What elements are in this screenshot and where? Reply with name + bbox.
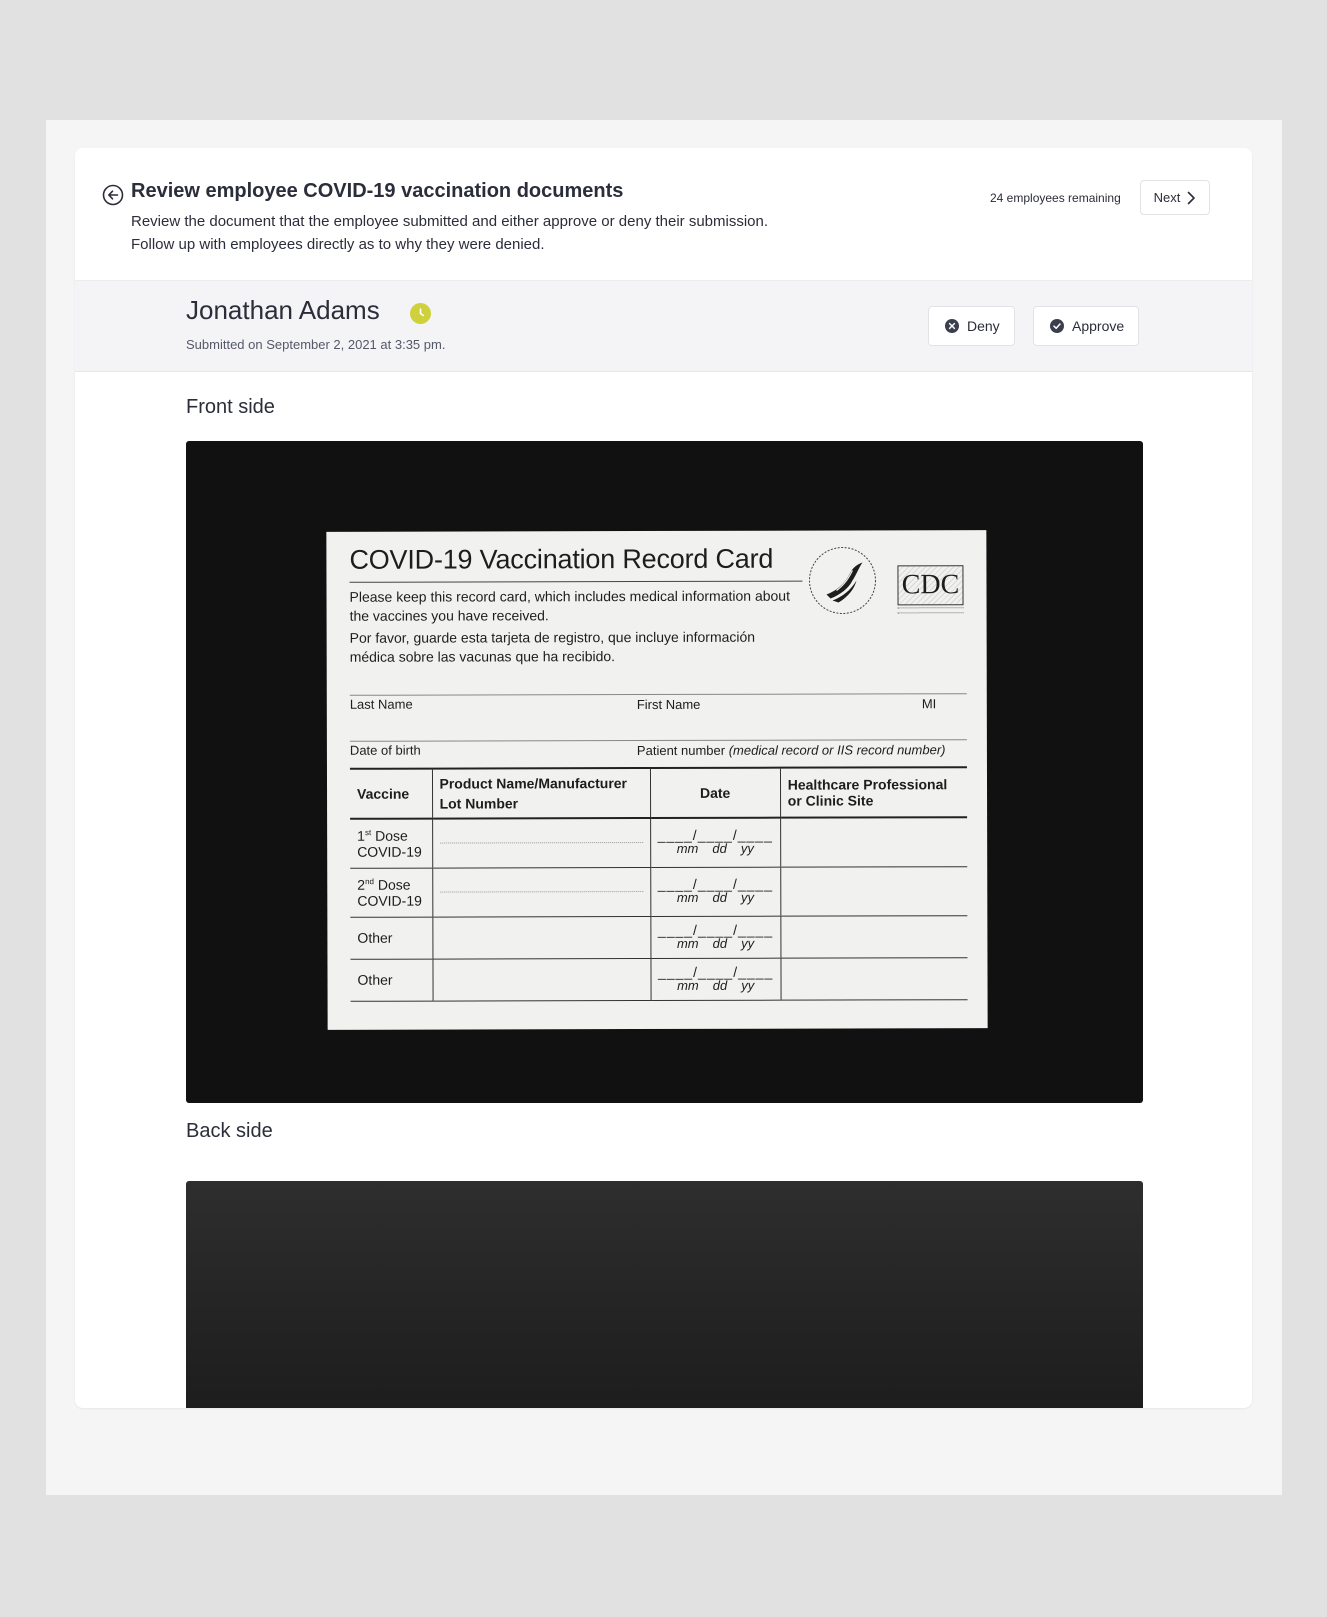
page-description — [131, 210, 851, 256]
date-cell — [650, 916, 780, 958]
vaccine-table — [350, 766, 968, 1001]
mm-label: mm — [677, 977, 699, 993]
date-cell — [650, 818, 780, 867]
pending-status-clock-icon — [410, 303, 431, 324]
product-cell — [432, 958, 650, 1001]
product-cell — [432, 867, 650, 917]
mm-label: mm — [676, 889, 699, 905]
product-cell — [432, 818, 650, 868]
hhs-seal-icon — [806, 544, 878, 616]
dd-label: dd — [712, 841, 727, 857]
col-product-label: Product Name/Manufacturer — [439, 775, 628, 792]
description-line-2: Follow up with employees directly as to why they were denied. — [131, 236, 545, 253]
dd-label: dd — [712, 889, 727, 905]
submitted-timestamp: Submitted on September 2, 2021 at 3:35 pm. — [186, 337, 446, 352]
name-field-line — [350, 693, 967, 696]
cdc-logo-subtitle-rule — [898, 607, 964, 613]
dose-ordinal: st — [364, 827, 372, 837]
dose-ordinal: nd — [365, 876, 374, 886]
front-side-heading: Front side — [186, 396, 275, 418]
col-hcp-label-1: Healthcare Professional — [787, 776, 948, 793]
page-title: Review employee COVID-19 vaccination documents — [131, 180, 624, 202]
hcp-cell — [781, 957, 968, 999]
card-title: COVID-19 Vaccination Record Card — [349, 543, 774, 575]
back-side-document-image[interactable] — [186, 1181, 1143, 1408]
mi-label: MI — [921, 696, 937, 712]
employee-name: Jonathan Adams — [186, 295, 380, 325]
hcp-cell — [781, 915, 968, 957]
product-lot-divider — [440, 842, 643, 844]
col-lot-label: Lot Number — [439, 795, 519, 812]
front-side-document-image[interactable] — [186, 441, 1143, 1103]
employees-remaining-count: 24 employees remaining — [990, 191, 1121, 205]
product-cell — [432, 916, 650, 959]
date-format-labels — [658, 935, 773, 950]
dose-vaccine-name: COVID-19 — [357, 843, 422, 860]
card-note-spanish: Por favor, guarde esta tarjeta de registro, que incluye información médica sobre las vacunas que ha recibido. — [349, 628, 756, 665]
table-row — [350, 866, 967, 917]
back-arrow-icon[interactable] — [102, 184, 124, 206]
next-button[interactable] — [1140, 180, 1210, 215]
date-cell — [650, 958, 780, 1000]
col-date: Date — [650, 768, 780, 818]
date-blank: ____/____/____ — [657, 875, 774, 892]
hcp-cell — [780, 817, 967, 866]
page-header — [75, 148, 1252, 280]
dob-field-line — [350, 739, 967, 742]
col-vaccine: Vaccine — [350, 769, 432, 819]
dd-label: dd — [712, 935, 728, 951]
table-row — [350, 817, 967, 868]
date-blank: ____/____/____ — [657, 826, 773, 844]
chevron-right-icon — [1186, 191, 1196, 205]
next-button-label: Next — [1153, 190, 1181, 205]
dob-label: Date of birth — [349, 742, 421, 758]
dose-vaccine-name: COVID-19 — [357, 892, 422, 909]
card-title-rule — [349, 581, 802, 583]
patient-number-text: Patient number — [636, 742, 726, 759]
dose-cell: Other — [350, 959, 432, 1001]
table-row — [350, 957, 967, 1001]
date-format-labels — [658, 977, 773, 992]
description-line-1: Review the document that the employee submitted and either approve or deny their submission. — [131, 213, 769, 230]
patient-number-note: (medical record or IIS record number) — [728, 742, 946, 758]
review-panel — [75, 148, 1252, 1408]
yy-label: yy — [741, 977, 755, 993]
dose-number: 1 — [357, 827, 365, 844]
yy-label: yy — [741, 935, 755, 951]
date-format-labels — [658, 841, 773, 856]
date-format-labels — [658, 890, 773, 905]
x-circle-icon — [945, 319, 959, 333]
table-row — [350, 915, 967, 959]
approve-button[interactable] — [1033, 306, 1139, 346]
dose-cell: Other — [350, 917, 432, 959]
yy-label: yy — [740, 840, 754, 857]
col-hcp — [780, 767, 967, 817]
patient-number-label — [637, 742, 946, 758]
approve-button-label: Approve — [1072, 318, 1125, 334]
first-name-label: First Name — [636, 696, 701, 713]
date-blank: ____/____/____ — [657, 963, 774, 980]
vaccination-card — [326, 530, 987, 1030]
employee-summary-bar — [75, 280, 1252, 372]
col-product — [432, 768, 650, 819]
dose-word: Dose — [375, 827, 408, 844]
last-name-label: Last Name — [349, 696, 413, 712]
cdc-logo: CDC — [897, 565, 963, 605]
dose-label — [357, 827, 425, 843]
dd-label: dd — [712, 977, 728, 993]
back-side-heading: Back side — [186, 1120, 273, 1142]
date-blank: ____/____/____ — [657, 921, 774, 938]
hcp-cell — [780, 866, 967, 915]
dose-number: 2 — [357, 876, 366, 893]
deny-button[interactable] — [928, 306, 1015, 346]
vaccine-table-header — [350, 767, 967, 819]
check-circle-icon — [1050, 319, 1064, 333]
col-hcp-label-2: or Clinic Site — [787, 792, 874, 809]
product-lot-divider — [440, 891, 643, 893]
dose-cell — [350, 819, 432, 868]
yy-label: yy — [740, 889, 754, 905]
mm-label: mm — [676, 935, 699, 951]
dose-word: Dose — [377, 876, 411, 893]
dose-cell — [350, 868, 432, 917]
deny-button-label: Deny — [967, 318, 1000, 334]
date-cell — [650, 867, 780, 916]
dose-label — [357, 876, 425, 892]
mm-label: mm — [676, 841, 699, 857]
card-note-english: Please keep this record card, which includes medical information about the vaccines you have received. — [349, 587, 790, 624]
